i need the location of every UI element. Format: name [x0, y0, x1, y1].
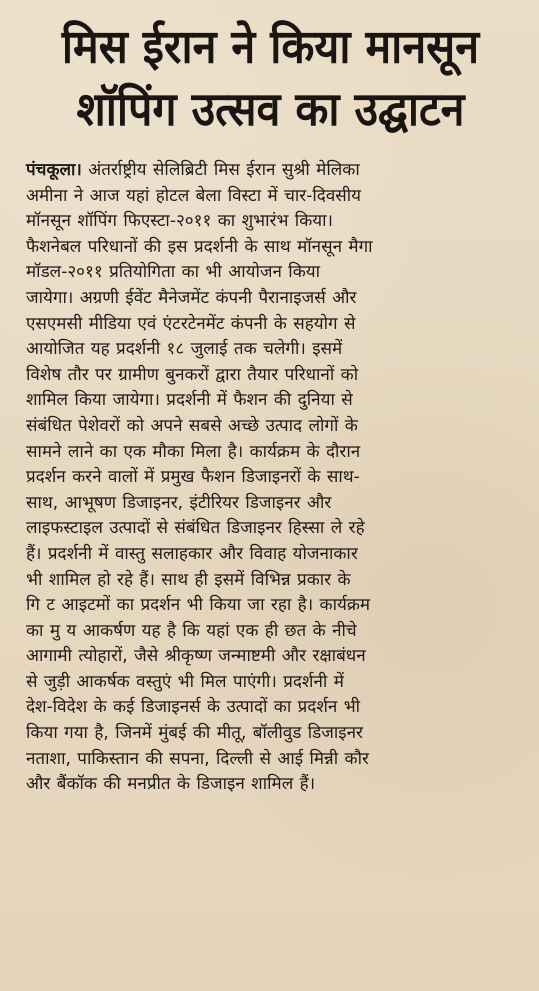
dateline: पंचकूला।: [26, 160, 82, 180]
article-line: नताशा, पाकिस्तान की सपना, दिल्ली से आई मिन्नी कौर: [26, 748, 369, 769]
article-line: गि ट आइटमों का प्रदर्शन भी किया जा रहा है। कार्यक्रम: [26, 595, 371, 616]
article-line: का मु य आकर्षण यह है कि यहां एक ही छत के नीचे: [26, 620, 357, 641]
article-line: साथ, आभूषण डिजाइनर, इंटीरियर डिजाइनर और: [26, 492, 332, 513]
article-line: संबंधित पेशेवरों को अपने सबसे अच्छे उत्पाद लोगों के: [26, 415, 358, 436]
article-line: मॉनसून शॉपिंग फिएस्टा-२०११ का शुभारंभ किया।: [26, 211, 333, 232]
article-line: फैशनेबल परिधानों की इस प्रदर्शनी के साथ मॉनसून मैगा: [26, 236, 373, 257]
article-line: एसएमसी मीडिया एवं एंटरटेनमेंट कंपनी के सहयोग से: [26, 313, 356, 334]
article-line: भी शामिल हो रहे हैं। साथ ही इसमें विभिन्न प्रकार के: [26, 569, 351, 590]
article-line: शामिल किया जायेगा। प्रदर्शनी में फैशन की दुनिया से: [26, 390, 353, 411]
article-line: अमीना ने आज यहां होटल बेला विस्टा में चार-दिवसीय: [26, 185, 362, 206]
article-line: विशेष तौर पर ग्रामीण बुनकरों द्वारा तैयार परिधानों को: [26, 364, 359, 385]
article-line: लाइफस्टाइल उत्पादों से संबंधित डिजाइनर हिस्सा ले रहे: [26, 518, 365, 539]
article-line: मॉडल-२०११ प्रतियोगिता का भी आयोजन किया: [26, 262, 321, 283]
headline-line-1: मिस ईरान ने किया मानसून: [61, 20, 480, 75]
article-line: किया गया है, जिनमें मुंबई की मीतू, बॉलीवुड डिजाइनर: [26, 723, 364, 744]
article-line: सामने लाने का एक मौका मिला है। कार्यक्रम के दौरान: [26, 441, 361, 462]
article-line: से जुड़ी आकर्षक वस्तुएं भी मिल पाएंगी। प्रदर्शनी में: [26, 671, 344, 692]
headline-line-2: शॉपिंग उत्सव का उद्घाटन: [76, 82, 465, 137]
article-line: देश-विदेश के कई डिजाइनर्स के उत्पादों का प्रदर्शन भी: [26, 697, 361, 718]
headline: [26, 16, 515, 141]
article-line-text: अंतर्राष्ट्रीय सेलिब्रिटी मिस ईरान सुश्री मेलिका: [81, 160, 360, 180]
article-line: आयोजित यह प्रदर्शनी १८ जुलाई तक चलेगी। इसमें: [26, 339, 343, 360]
article-line: [26, 158, 515, 184]
article-line: जायेगा। अग्रणी ईवेंट मैनेजमेंट कंपनी पैरानाइजर्स और: [26, 287, 357, 308]
article-line: और बैंकॉक की मनप्रीत के डिजाइन शामिल हैं।: [26, 774, 316, 795]
article-line: आगामी त्योहारों, जैसे श्रीकृष्ण जन्माष्टमी और रक्षाबंधन: [26, 646, 366, 667]
article-line: हैं। प्रदर्शनी में वास्तु सलाहकार और विवाह योजनाकार: [26, 543, 358, 564]
article-body: [26, 158, 515, 798]
article-line: प्रदर्शन करने वालों में प्रमुख फैशन डिजाइनरों के साथ-: [26, 467, 360, 488]
